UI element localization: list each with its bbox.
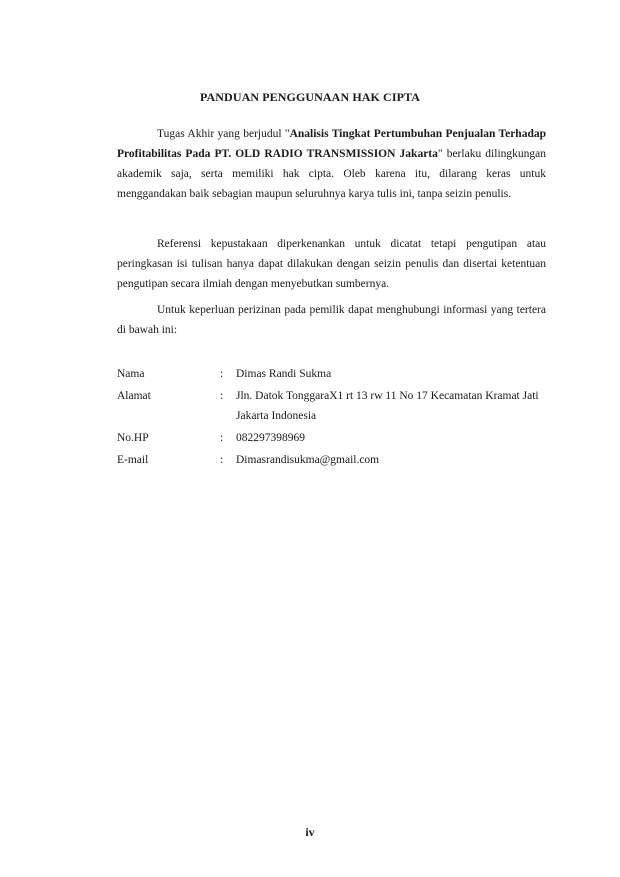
contact-label: Nama xyxy=(117,368,145,380)
page-number: iv xyxy=(305,825,315,839)
contact-colon: : xyxy=(220,432,224,444)
contact-value: Jln. Datok TonggaraX1 rt 13 rw 11 No 17 Kecamatan Kramat Jati Jakarta Indonesia xyxy=(236,390,539,422)
contact-row-phone xyxy=(117,428,549,448)
contact-colon: : xyxy=(220,454,224,466)
contact-label: Alamat xyxy=(117,390,151,402)
contact-row-name xyxy=(117,364,549,384)
paragraph-rest: " berlaku dilingkungan akademik saja, serta memiliki hak cipta. Oleb karena itu, dilarang keras untuk menggandakan baik sebagian maupun seluruhnya karya tulis ini, tanpa seizin penulis. xyxy=(117,148,546,200)
contact-value: Dimasrandisukma@gmail.com xyxy=(236,454,380,466)
contact-label: E-mail xyxy=(117,454,149,466)
thesis-title: Analisis Tingkat Pertumbuhan Penjualan Terhadap Profitabilitas Pada PT. OLD RADIO TRANSMISSION Jakarta xyxy=(117,128,546,160)
contact-info xyxy=(117,364,549,472)
contact-row-address xyxy=(117,386,549,426)
contact-label: No.HP xyxy=(117,432,149,444)
contact-value: 082297398969 xyxy=(236,432,305,444)
paragraph-permission: Untuk keperluan perizinan pada pemilik dapat menghubungi informasi yang tertera di bawah ini: xyxy=(117,304,546,336)
contact-colon: : xyxy=(220,390,224,402)
page-title: PANDUAN PENGGUNAAN HAK CIPTA xyxy=(199,90,420,104)
contact-value: Dimas Randi Sukma xyxy=(236,368,332,380)
contact-row-email xyxy=(117,450,549,470)
paragraph-intro: Tugas Akhir yang berjudul " xyxy=(157,128,290,140)
contact-colon: : xyxy=(220,368,224,380)
paragraph-copyright xyxy=(117,124,546,204)
paragraph-reference: Referensi kepustakaan diperkenankan untuk dicatat tetapi pengutipan atau peringkasan isi tulisan hanya dapat dilakukan dengan seizin penulis dan disertai ketentuan pengutipan secara ilmiah dengan menyebutkan sumbernya. xyxy=(117,238,546,290)
